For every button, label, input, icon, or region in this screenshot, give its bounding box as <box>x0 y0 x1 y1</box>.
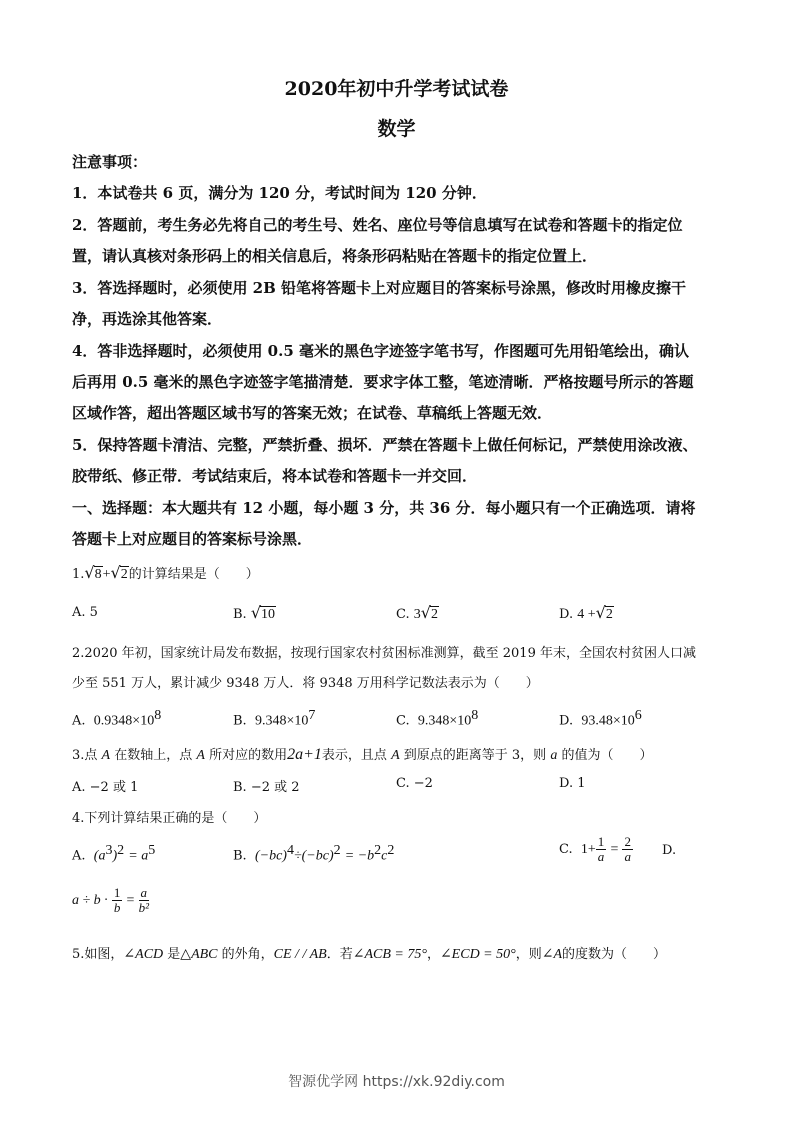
q3-option-d: D. 1 <box>559 776 586 791</box>
q5-text-4: ．若 <box>326 947 353 962</box>
q4-option-d <box>72 886 149 915</box>
q3-stem <box>72 744 652 764</box>
q3-point-a: A <box>196 748 205 763</box>
denominator: b <box>113 900 121 915</box>
q2-option-a-value: 0.9348×10 <box>93 713 155 729</box>
q2-option-a-label: A. <box>72 713 86 729</box>
note-line-9: 5．保持答题卡清洁、完整，严禁折叠、损坏．严禁在答题卡上做任何标记，严禁使用涂改液、 <box>72 436 698 454</box>
q3-point-a: A <box>101 748 111 763</box>
q5-angle-acb: ∠ACB = 75° <box>352 947 427 962</box>
numerator: 2 <box>624 834 631 849</box>
q1-option-c-radicand: 2 <box>430 607 438 622</box>
q2-option-a-exponent: 8 <box>154 708 162 723</box>
note-line-4: 3．答选择题时，必须使用 2B 铅笔将答题卡上对应题目的答案标号涂黑，修改时用橡皮擦干 <box>72 279 687 297</box>
q4-option-b-label: B. <box>233 848 247 864</box>
note-line-10: 胶带纸、修正带．考试结束后，将本试卷和答题卡一并交回． <box>72 467 478 485</box>
q4-option-a <box>72 843 155 864</box>
note-line-8: 区域作答，超出答题区域书写的答案无效；在试卷、草稿纸上答题无效． <box>72 404 553 422</box>
q2-option-b-label: B. <box>233 713 247 729</box>
note-line-5: 净，再选涂其他答案． <box>72 310 223 328</box>
q4-option-a-outer-exp: 2 <box>117 843 125 858</box>
q4-option-a-close: ) <box>112 848 118 864</box>
q4-option-c-fraction-1 <box>596 835 607 864</box>
radical-sign: √ <box>250 603 262 622</box>
q4-option-d-prefix: a ÷ b · <box>72 893 108 908</box>
q4-stem: 4.下列计算结果正确的是（ ） <box>72 811 267 826</box>
q5-text-2: 是 <box>167 947 181 962</box>
q4-option-b-exp-4: 2 <box>387 843 395 858</box>
q2-option-d-exponent: 6 <box>634 708 642 723</box>
q3-option-a: A. −2 或 1 <box>72 780 139 795</box>
q5-triangle-abc: △ABC <box>180 947 218 962</box>
q1-option-d-label: D. <box>559 607 574 622</box>
q5-text-1: 5.如图， <box>72 947 124 962</box>
q3-text-1: 3.点 <box>72 748 98 763</box>
section1-line-1: 一、选择题：本大题共有 12 小题，每小题 3 分，共 36 分．每小题只有一个正确选项．请将 <box>72 499 696 517</box>
q2-option-b-exponent: 7 <box>308 708 316 723</box>
q4-option-c-fraction-2 <box>622 835 633 864</box>
q4-option-c-label: C. <box>559 842 573 857</box>
note-line-1: 1．本试卷共 6 页，满分为 120 分，考试时间为 120 分钟． <box>72 184 487 202</box>
q2-option-c <box>396 708 478 729</box>
note-line-3: 置，请认真核对条形码上的相关信息后，将条形码粘贴在答题卡的指定位置上． <box>72 247 598 265</box>
q4-option-a-inner-exp: 3 <box>105 843 113 858</box>
q3-option-c: C. −2 <box>396 776 433 791</box>
q1-option-b <box>233 603 276 622</box>
q5-comma: ， <box>426 947 440 962</box>
q1-option-c-coef: 3 <box>413 607 421 622</box>
q4-option-b-exp-1: 4 <box>286 843 294 858</box>
q4-option-c-prefix: 1+ <box>580 842 596 857</box>
q1-option-b-radicand: 10 <box>261 607 276 622</box>
q2-option-c-exponent: 8 <box>471 708 479 723</box>
q5-text-3: 的外角， <box>221 947 274 962</box>
q3-variable: a <box>550 748 558 763</box>
q4-option-a-result: = a <box>128 848 149 864</box>
q4-option-b-c: c <box>381 848 388 864</box>
q3-text-5: 到原点的距离等于 3，则 <box>403 748 547 763</box>
q4-option-b-term-1: (−bc) <box>254 848 287 864</box>
q4-option-a-base: (a <box>93 848 106 864</box>
exam-subject: 数学 <box>377 118 416 140</box>
q1-option-d-prefix: 4 + <box>577 607 596 622</box>
q4-option-d-label: D. <box>662 843 677 858</box>
q1-radicand-1: 8 <box>94 567 102 582</box>
note-line-7: 后再用 0.5 毫米的黑色字迹签字笔描清楚．要求字体工整，笔迹清晰．严格按题号所示的答题 <box>72 373 694 391</box>
q1-option-d <box>559 603 614 623</box>
q4-option-b-term-2: ÷(−bc) <box>293 848 334 864</box>
radical-sign: √ <box>84 563 95 582</box>
q2-option-b-value: 9.348×10 <box>254 713 309 729</box>
q4-option-a-label: A. <box>72 848 86 864</box>
q1-option-c-label: C. <box>396 607 410 622</box>
q2-option-d-value: 93.48×10 <box>581 713 635 729</box>
q1-plus: + <box>102 567 111 582</box>
denominator: b² <box>138 900 149 915</box>
q1-option-d-radicand: 2 <box>605 607 613 622</box>
q3-point-a: A <box>391 748 400 763</box>
numerator: a <box>140 885 148 900</box>
q5-text-6: 的度数为（ ） <box>562 947 667 962</box>
radical-sign: √ <box>110 563 121 582</box>
q1-text: 的计算结果是（ ） <box>128 567 259 582</box>
q4-option-a-result-exp: 5 <box>148 843 156 858</box>
q3-text-3: 所对应的数用 <box>209 748 288 763</box>
note-line-6: 4．答非选择题时，必须使用 0.5 毫米的黑色字迹签字笔书写，作图题可先用铅笔绘出，确认 <box>72 342 689 360</box>
q2-option-c-value: 9.348×10 <box>417 713 472 729</box>
q3-option-b: B. −2 或 2 <box>233 780 300 795</box>
q1-option-b-label: B. <box>233 607 247 622</box>
q1-radicand-2: 2 <box>120 567 128 582</box>
q2-stem-line-1: 2.2020 年初，国家统计局发布数据，按现行国家农村贫困标准测算，截至 2019 年末，全国农村贫困人口减 <box>72 646 696 661</box>
q3-text-6: 的值为（ ） <box>561 748 653 763</box>
q4-option-b-exp-3: 2 <box>374 843 382 858</box>
q2-option-d <box>559 708 642 729</box>
q4-option-c-equals: = <box>610 842 619 857</box>
q3-expression: 2a+1 <box>287 746 322 763</box>
q5-angle-acd: ∠ACD <box>123 947 164 962</box>
q5-parallel: CE / / AB <box>273 947 327 962</box>
q2-stem-line-2: 少至 551 万人，累计减少 9348 万人．将 9348 万用科学记数法表示为（ ） <box>72 676 539 691</box>
radical-sign: √ <box>420 603 431 622</box>
q5-angle-a: ∠A <box>541 947 563 962</box>
q5-text-5: ，则 <box>515 947 542 962</box>
radical-sign: √ <box>595 603 606 622</box>
numerator: 1 <box>113 885 121 900</box>
denominator: a <box>624 849 631 864</box>
q2-option-a <box>72 708 161 729</box>
q3-text-2: 在数轴上，点 <box>114 748 193 763</box>
q4-option-b <box>233 843 394 864</box>
q2-option-b <box>233 708 315 729</box>
q4-option-b-exp-2: 2 <box>333 843 341 858</box>
q4-option-b-result: = −b <box>344 848 375 864</box>
denominator: a <box>597 849 605 864</box>
note-line-2: 2．答题前，考生务必先将自己的考生号、姓名、座位号等信息填写在试卷和答题卡的指定位 <box>72 216 683 234</box>
q4-option-c <box>559 835 633 864</box>
q1-option-a: A. 5 <box>72 605 98 620</box>
q3-text-4: 表示，且点 <box>321 748 387 763</box>
q2-option-d-label: D. <box>559 713 574 729</box>
q2-option-c-label: C. <box>396 713 410 729</box>
q4-option-d-fraction-2 <box>139 886 150 915</box>
footer-watermark: 智源优学网 https://xk.92diy.com <box>288 1074 505 1090</box>
q1-option-c <box>396 603 439 623</box>
q1-number: 1. <box>72 567 85 582</box>
numerator: 1 <box>597 834 605 849</box>
section1-line-2: 答题卡上对应题目的答案标号涂黑． <box>72 530 313 548</box>
q5-angle-ecd: ∠ECD = 50° <box>439 947 516 962</box>
q4-option-d-fraction-1 <box>112 886 123 915</box>
q1-stem <box>72 563 259 583</box>
notes-heading: 注意事项： <box>72 153 148 171</box>
exam-title: 2020年初中升学考试试卷 <box>284 78 509 100</box>
q4-option-d-equals: = <box>126 893 135 908</box>
q5-stem <box>72 943 666 963</box>
